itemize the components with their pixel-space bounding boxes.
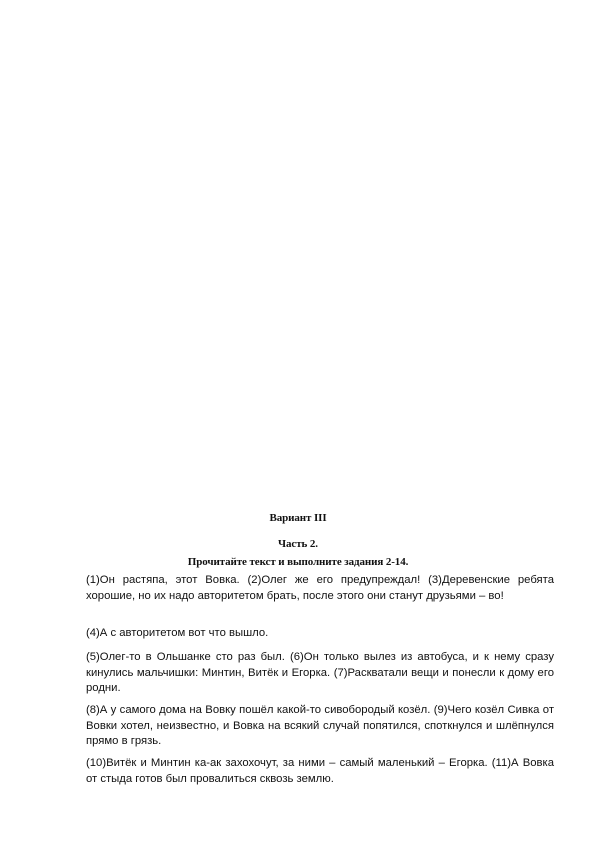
paragraph-2: (4)А с авторитетом вот что вышло. <box>86 627 269 639</box>
paragraph-3: (5)Олег-то в Ольшанке сто раз был. (6)Он только вылез из автобуса, и к нему сразу кинулись мальчишки: Минтин, Витёк и Егорка. (7)Раскватали вещи и понесли к дому его родни. <box>86 651 554 694</box>
paragraph-5: (10)Витёк и Минтин ка-ак захохочут, за ними – самый маленький – Егорка. (11)А Вовка от стыда готов был провалиться сквозь землю. <box>86 757 554 785</box>
paragraph-1: (1)Он растяпа, этот Вовка. (2)Олег же его предупреждал! (3)Деревенские ребята хорошие, но их надо авторитетом брать, после этого они станут друзьями – во! <box>86 574 554 602</box>
part-title: Часть 2. <box>278 538 318 550</box>
variant-title: Вариант III <box>269 512 327 524</box>
paragraph-4: (8)А у самого дома на Вовку пошёл какой-то сивобородый козёл. (9)Чего козёл Сивка от Вовки хотел, неизвестно, и Вовка на всякий случай попятился, споткнулся и шлёпнулся прямо в грязь. <box>86 704 554 747</box>
instruction-heading: Прочитайте текст и выполните задания 2-14. <box>187 556 409 568</box>
